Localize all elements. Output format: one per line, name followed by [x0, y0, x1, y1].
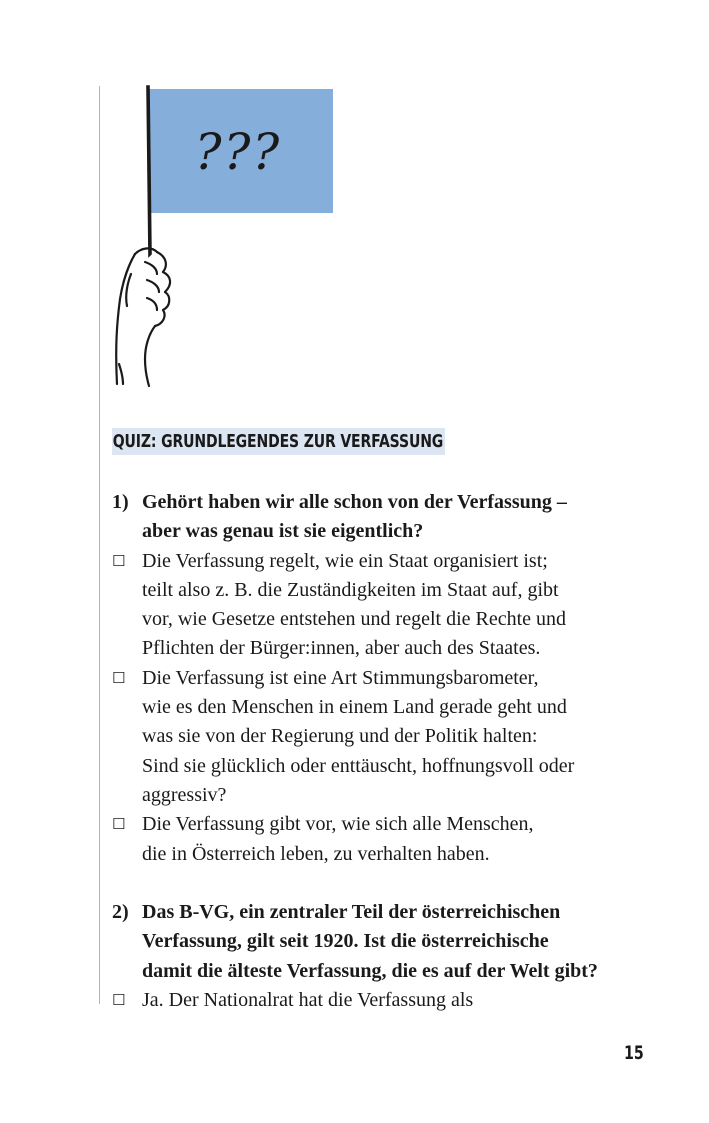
question-1-option-3 [112, 810, 672, 869]
question-number: 1) [112, 491, 129, 513]
hand-holding-flag-illustration [105, 84, 345, 389]
option-text [142, 664, 672, 810]
checkbox-icon[interactable]: ☐ [112, 815, 126, 834]
question-2-option-1 [112, 986, 672, 1015]
option-text [142, 986, 672, 1015]
question-line: damit die älteste Verfassung, die es auf der Welt gibt? [142, 959, 598, 982]
checkbox-icon[interactable]: ☐ [112, 668, 126, 687]
option-line: vor, wie Gesetze entstehen und regelt die Rechte und [142, 608, 567, 631]
option-line: Pflichten der Bürger:innen, aber auch des Staates. [142, 637, 541, 660]
quiz-content [112, 488, 672, 1015]
option-line: aggressiv? [142, 783, 227, 806]
question-number: 2) [112, 901, 129, 924]
flag-question-marks: ??? [194, 123, 282, 181]
option-line: Ja. Der Nationalrat hat die Verfassung als [142, 989, 474, 1012]
option-line: Sind sie glücklich oder enttäuscht, hoffnungsvoll oder [142, 754, 575, 777]
option-line: teilt also z. B. die Zuständigkeiten im Staat auf, gibt [142, 578, 559, 601]
question-line: Das B-VG, ein zentraler Teil der österreichischen [142, 901, 561, 924]
question-1 [112, 488, 672, 547]
question-line: Verfassung, gilt seit 1920. Ist die österreichische [142, 930, 549, 953]
option-line: Die Verfassung ist eine Art Stimmungsbarometer, [142, 666, 539, 689]
question-line: aber was genau ist sie eigentlich? [142, 520, 424, 543]
option-line: Die Verfassung regelt, wie ein Staat organisiert ist; [142, 549, 548, 572]
checkbox-icon[interactable]: ☐ [112, 991, 126, 1010]
option-line: Die Verfassung gibt vor, wie sich alle Menschen, [142, 813, 534, 836]
margin-rule [99, 86, 100, 1004]
question-line: Gehört haben wir alle schon von der Verfassung – [142, 491, 567, 513]
question-text [142, 488, 672, 547]
option-line: was sie von der Regierung und der Politik halten: [142, 725, 538, 748]
checkbox-icon[interactable]: ☐ [112, 551, 126, 570]
option-line: wie es den Menschen in einem Land gerade geht und [142, 696, 567, 719]
spacer [112, 869, 672, 898]
question-2 [112, 898, 672, 986]
page-number: 15 [624, 1042, 644, 1064]
quiz-title: QUIZ: GRUNDLEGENDES ZUR VERFASSUNG [112, 428, 445, 455]
question-1-option-2 [112, 664, 672, 810]
option-line: die in Österreich leben, zu verhalten haben. [142, 842, 490, 865]
question-1-option-1 [112, 547, 672, 664]
option-text [142, 547, 672, 664]
hand-icon [116, 248, 170, 386]
question-text [142, 898, 672, 986]
option-text [142, 810, 672, 869]
